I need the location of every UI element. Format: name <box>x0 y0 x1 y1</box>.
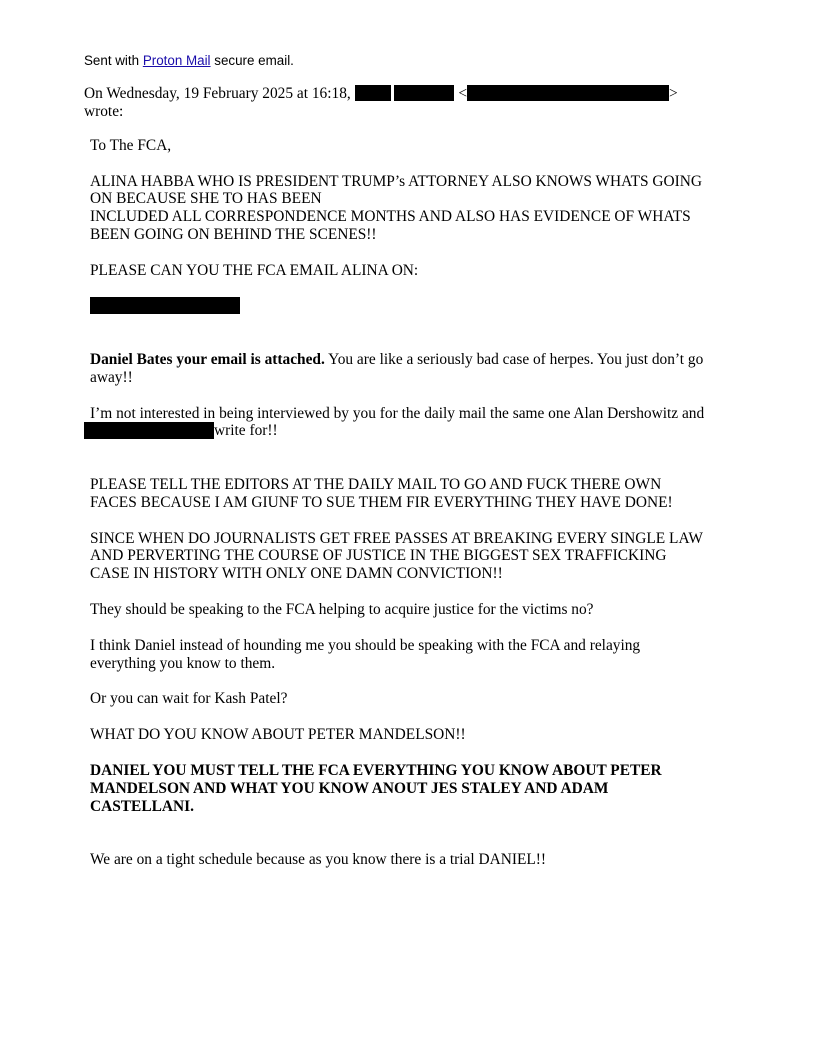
p1-line4: BEEN GOING ON BEHIND THE SCENES!! <box>90 226 377 243</box>
angle-open: < <box>458 85 468 102</box>
angle-close: > <box>669 85 678 102</box>
p6-line2: AND PERVERTING THE COURSE OF JUSTICE IN THE BIGGEST SEX TRAFFICKING <box>90 547 667 564</box>
p4-line2: write for!! <box>214 422 278 439</box>
p8-line1: I think Daniel instead of hounding me you should be speaking with the FCA and relaying <box>90 637 641 654</box>
p4-line1: I’m not interested in being interviewed by you for the daily mail the same one Alan Dershowitz and <box>90 405 705 422</box>
redacted-alina-email <box>90 297 240 314</box>
p3-line1 <box>90 351 703 369</box>
p6-line1: SINCE WHEN DO JOURNALISTS GET FREE PASSES AT BREAKING EVERY SINGLE LAW <box>90 530 703 547</box>
greeting: To The FCA, <box>90 137 172 154</box>
p9: Or you can wait for Kash Patel? <box>90 690 288 707</box>
proton-mail-link[interactable]: Proton Mail <box>142 53 211 68</box>
p11-line2: MANDELSON AND WHAT YOU KNOW ANOUT JES STALEY AND ADAM <box>90 780 609 797</box>
p6-line3: CASE IN HISTORY WITH ONLY ONE DAMN CONVICTION!! <box>90 565 503 582</box>
p3-line2: away!! <box>90 369 133 386</box>
p5-line1: PLEASE TELL THE EDITORS AT THE DAILY MAIL TO GO AND FUCK THERE OWN <box>90 476 662 493</box>
p8-line2: everything you know to them. <box>90 655 276 672</box>
quote-wrote: wrote: <box>84 103 124 120</box>
p1-line3: INCLUDED ALL CORRESPONDENCE MONTHS AND ALSO HAS EVIDENCE OF WHATS <box>90 208 691 225</box>
p11-line3: CASTELLANI. <box>90 798 194 815</box>
p1-line1: ALINA HABBA WHO IS PRESIDENT TRUMP’s ATTORNEY ALSO KNOWS WHATS GOING <box>90 173 702 190</box>
p1-line2: ON BECAUSE SHE TO HAS BEEN <box>90 190 322 207</box>
p3-bold: Daniel Bates your email is attached. <box>90 351 325 368</box>
redacted-name <box>84 422 214 439</box>
quote-date: On Wednesday, 19 February 2025 at 16:18, <box>84 85 355 102</box>
sent-with-line <box>84 53 294 68</box>
p2: PLEASE CAN YOU THE FCA EMAIL ALINA ON: <box>90 262 419 279</box>
p3-line1-rest: You are like a seriously bad case of herpes. You just don’t go <box>324 351 704 368</box>
p5-line2: FACES BECAUSE I AM GIUNF TO SUE THEM FIR EVERYTHING THEY HAVE DONE! <box>90 494 673 511</box>
sent-suffix: secure email. <box>210 53 294 68</box>
quote-header <box>84 85 678 103</box>
redacted-sender-first-name <box>355 85 391 101</box>
p12: We are on a tight schedule because as you know there is a trial DANIEL!! <box>90 851 547 868</box>
p11-line1: DANIEL YOU MUST TELL THE FCA EVERYTHING YOU KNOW ABOUT PETER <box>90 762 662 779</box>
p7: They should be speaking to the FCA helping to acquire justice for the victims no? <box>90 601 594 618</box>
redacted-sender-last-name <box>394 85 454 101</box>
p10: WHAT DO YOU KNOW ABOUT PETER MANDELSON!! <box>90 726 466 743</box>
redacted-sender-email <box>467 85 669 101</box>
sent-prefix: Sent with <box>84 53 143 68</box>
